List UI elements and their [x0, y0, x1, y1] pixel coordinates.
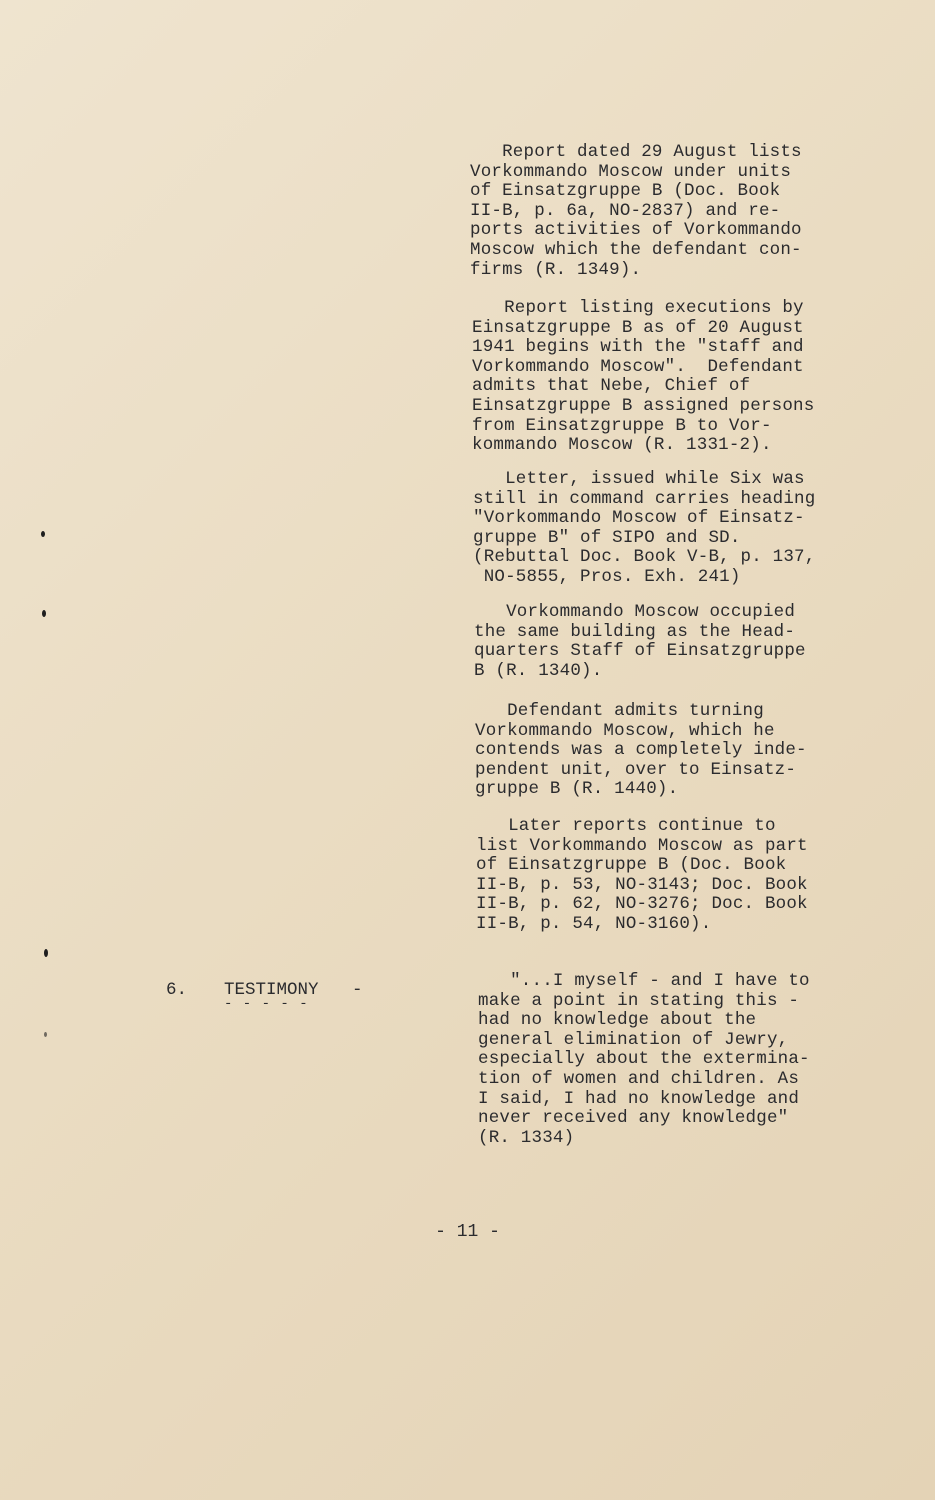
text-line: "...I myself - and I have to — [478, 971, 810, 991]
text-line: ports activities of Vorkommando — [470, 220, 802, 241]
text-line: Vorkommando Moscow under units — [470, 161, 792, 182]
text-line: II-B, p. 54, NO-3160). — [476, 913, 712, 934]
paragraph-defendant-admits — [475, 702, 807, 800]
text-line: Report listing executions by — [472, 298, 804, 318]
text-line: Letter, issued while Six was — [473, 469, 805, 489]
page-number: - 11 - — [435, 1222, 500, 1242]
text-line: (Rebuttal Doc. Book V-B, p. 137, — [473, 547, 816, 568]
text-line: contends was a completely inde- — [475, 740, 807, 761]
text-line: Moscow which the defendant con- — [470, 239, 802, 260]
margin-speck — [44, 1032, 47, 1037]
text-line: Vorkommando Moscow". Defendant — [472, 356, 804, 377]
text-line: admits that Nebe, Chief of — [472, 376, 751, 397]
paragraph-report-executions — [472, 299, 814, 456]
text-line: Later reports continue to — [476, 816, 776, 836]
text-line: especially about the extermina- — [478, 1049, 810, 1070]
margin-speck — [41, 531, 45, 537]
text-line: list Vorkommando Moscow as part — [476, 835, 808, 856]
text-line: (R. 1334) — [478, 1127, 575, 1148]
text-line: firms (R. 1349). — [470, 259, 642, 280]
paragraph-testimony-quote — [478, 972, 810, 1148]
text-line: Defendant admits turning — [475, 701, 764, 721]
section-number: 6. — [166, 980, 188, 1000]
text-line: Einsatzgruppe B as of 20 August — [472, 317, 804, 338]
section-heading-text: TESTIMONY — [224, 980, 319, 1000]
text-line: Vorkommando Moscow, which he — [475, 720, 775, 741]
text-line: make a point in stating this - — [478, 990, 800, 1011]
paragraph-same-building — [474, 603, 806, 681]
text-line: general elimination of Jewry, — [478, 1029, 789, 1050]
text-line: kommando Moscow (R. 1331-2). — [472, 435, 772, 456]
text-line: gruppe B (R. 1440). — [475, 779, 679, 800]
text-line: pendent unit, over to Einsatz- — [475, 759, 797, 780]
text-line: NO-5855, Pros. Exh. 241) — [473, 566, 741, 587]
text-line: Report dated 29 August lists — [470, 142, 802, 162]
text-line: I said, I had no knowledge and — [478, 1088, 800, 1109]
section-heading — [224, 980, 319, 1012]
paragraph-report-29-august — [470, 143, 802, 280]
text-line: never received any knowledge" — [478, 1108, 789, 1129]
paragraph-later-reports — [476, 817, 808, 935]
text-line: of Einsatzgruppe B (Doc. Book — [470, 181, 781, 202]
text-line: had no knowledge about the — [478, 1010, 757, 1031]
text-line: Vorkommando Moscow occupied — [474, 602, 796, 622]
margin-speck — [44, 949, 48, 957]
section-heading-underline: - - - - - — [224, 996, 309, 1012]
text-line: gruppe B" of SIPO and SD. — [473, 527, 741, 548]
text-line: the same building as the Head- — [474, 621, 796, 642]
section-dash: - — [352, 980, 363, 1000]
text-line: quarters Staff of Einsatzgruppe — [474, 641, 806, 662]
text-line: "Vorkommando Moscow of Einsatz- — [473, 508, 805, 529]
text-line: still in command carries heading — [473, 488, 816, 509]
text-line: II-B, p. 53, NO-3143; Doc. Book — [476, 874, 808, 895]
text-line: II-B, p. 6a, NO-2837) and re- — [470, 200, 781, 221]
text-line: of Einsatzgruppe B (Doc. Book — [476, 855, 787, 876]
paragraph-letter-heading — [473, 470, 815, 588]
text-line: II-B, p. 62, NO-3276; Doc. Book — [476, 894, 808, 915]
text-line: from Einsatzgruppe B to Vor- — [472, 415, 772, 436]
margin-speck — [42, 610, 46, 617]
text-line: tion of women and children. As — [478, 1068, 800, 1089]
text-line: Einsatzgruppe B assigned persons — [472, 395, 815, 416]
text-line: 1941 begins with the "staff and — [472, 337, 804, 358]
text-line: B (R. 1340). — [474, 660, 603, 681]
